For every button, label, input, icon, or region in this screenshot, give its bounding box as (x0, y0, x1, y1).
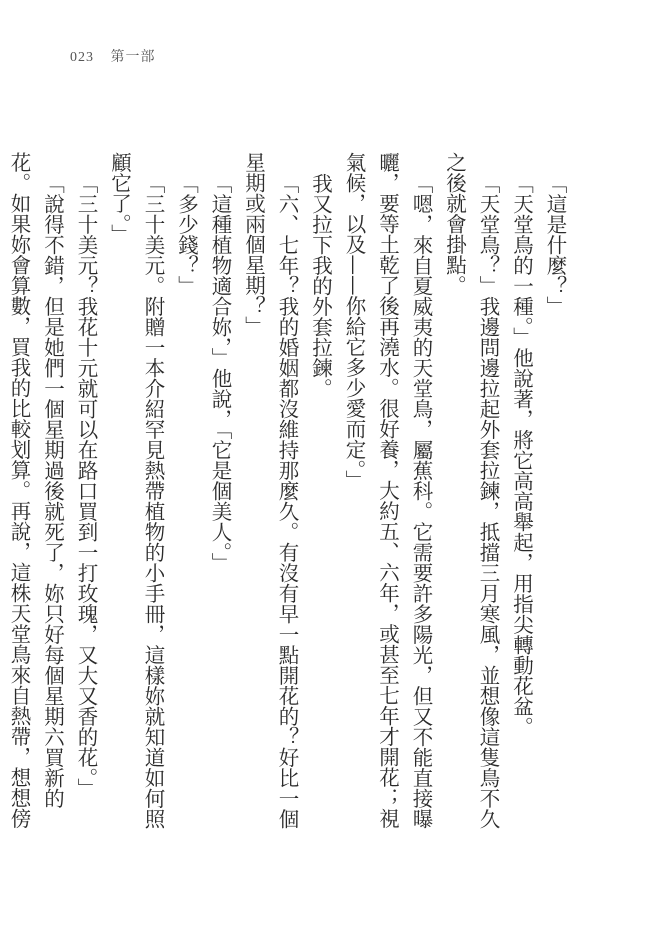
paragraph: 「三十美元？我花十元就可以在路口買到一打玫瑰，又大又香的花。」 (74, 172, 98, 798)
paragraph: 「嗯，來自夏威夷的天堂鳥，屬蕉科。它需要許多陽光，但又不能直接曝曬，要等土乾了後再澆水。很好養，大約五、六年，或甚至七年才開花；視氣候，以及——你給它多少愛而定。」 (342, 152, 433, 829)
paragraph: 我又拉下我的外套拉鍊。 (308, 172, 333, 398)
paragraph: 「這是什麼？」 (543, 172, 567, 316)
page-number: 023 (70, 50, 94, 65)
section-title: 第一部 (110, 50, 156, 65)
paragraph: 「天堂鳥？」我邊問邊拉起外套拉鍊，抵擋三月寒風，並想像這隻鳥不久之後就會掛點。 (442, 152, 500, 829)
paragraph: 「這種植物適合妳，」他說，「它是個美人。」 (208, 172, 232, 573)
paragraph: 「說得不錯，但是她們一個星期過後就死了，妳只好每個星期六買新的花。如果妳會算數，買我的比較划算。再說，這株天堂鳥來自熱帶，想想傍 (7, 152, 65, 829)
paragraph: 「天堂鳥的一種。」他說著，將它高高舉起，用指尖轉動花盆。 (509, 172, 534, 737)
body-text (7, 152, 571, 842)
paragraph: 「三十美元。附贈一本介紹罕見熱帶植物的小手冊，這樣妳就知道如何照顧它了。」 (107, 152, 165, 829)
paragraph: 「多少錢？」 (174, 172, 199, 296)
page-header (70, 46, 156, 66)
paragraph: 「六、七年？我的婚姻都沒維持那麼久。有沒有早一點開花的？好比一個星期或兩個星期？」 (241, 152, 299, 829)
